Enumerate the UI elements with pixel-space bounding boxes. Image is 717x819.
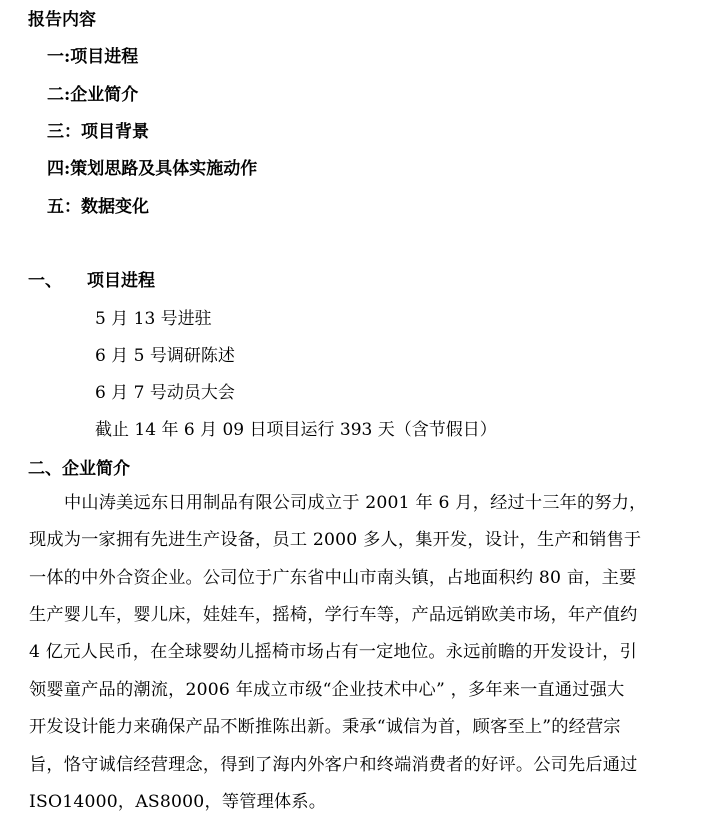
report-contents-title: 报告内容	[28, 10, 96, 30]
company-profile-line-9: ISO14000，AS8000，等管理体系。	[29, 792, 327, 812]
section-1-number: 一、	[28, 271, 62, 291]
company-profile-line-1: 中山涛美远东日用制品有限公司成立于 2001 年 6 月，经过十三年的努力，	[64, 493, 647, 513]
company-profile-line-4: 生产婴儿车，婴儿床，娃娃车，摇椅，学行车等，产品远销欧美市场，年产值约	[29, 605, 638, 625]
toc-item-1: 一:项目进程	[47, 47, 139, 67]
company-profile-line-2: 现成为一家拥有先进生产设备，员工 2000 多人，集开发，设计，生产和销售于	[29, 530, 642, 550]
section-1-line-3: 6 月 7 号动员大会	[95, 383, 235, 403]
section-1-line-4: 截止 14 年 6 月 09 日项目运行 393 天（含节假日）	[95, 420, 497, 440]
company-profile-line-8: 旨，恪守诚信经营理念，得到了海内外客户和终端消费者的好评。公司先后通过	[29, 755, 638, 775]
company-profile-line-6: 领婴童产品的潮流，2006 年成立市级“企业技术中心” ，多年来一直通过强大	[29, 680, 625, 700]
section-1-line-2: 6 月 5 号调研陈述	[95, 346, 235, 366]
toc-item-2: 二:企业简介	[47, 85, 139, 105]
toc-item-4: 四:策划思路及具体实施动作	[47, 159, 258, 179]
company-profile-line-3: 一体的中外合资企业。公司位于广东省中山市南头镇，占地面积约 80 亩，主要	[29, 568, 637, 588]
company-profile-line-7: 开发设计能力来确保产品不断推陈出新。秉承“诚信为首，顾客至上”的经营宗	[29, 717, 621, 737]
section-2-heading: 二、企业简介	[28, 459, 130, 479]
toc-item-3: 三：项目背景	[47, 122, 149, 142]
company-profile-line-5: 4 亿元人民币，在全球婴幼儿摇椅市场占有一定地位。永远前瞻的开发设计，引	[29, 642, 637, 662]
section-1-title: 项目进程	[87, 271, 155, 291]
section-1-line-1: 5 月 13 号进驻	[95, 309, 212, 329]
toc-item-5: 五：数据变化	[47, 197, 149, 217]
